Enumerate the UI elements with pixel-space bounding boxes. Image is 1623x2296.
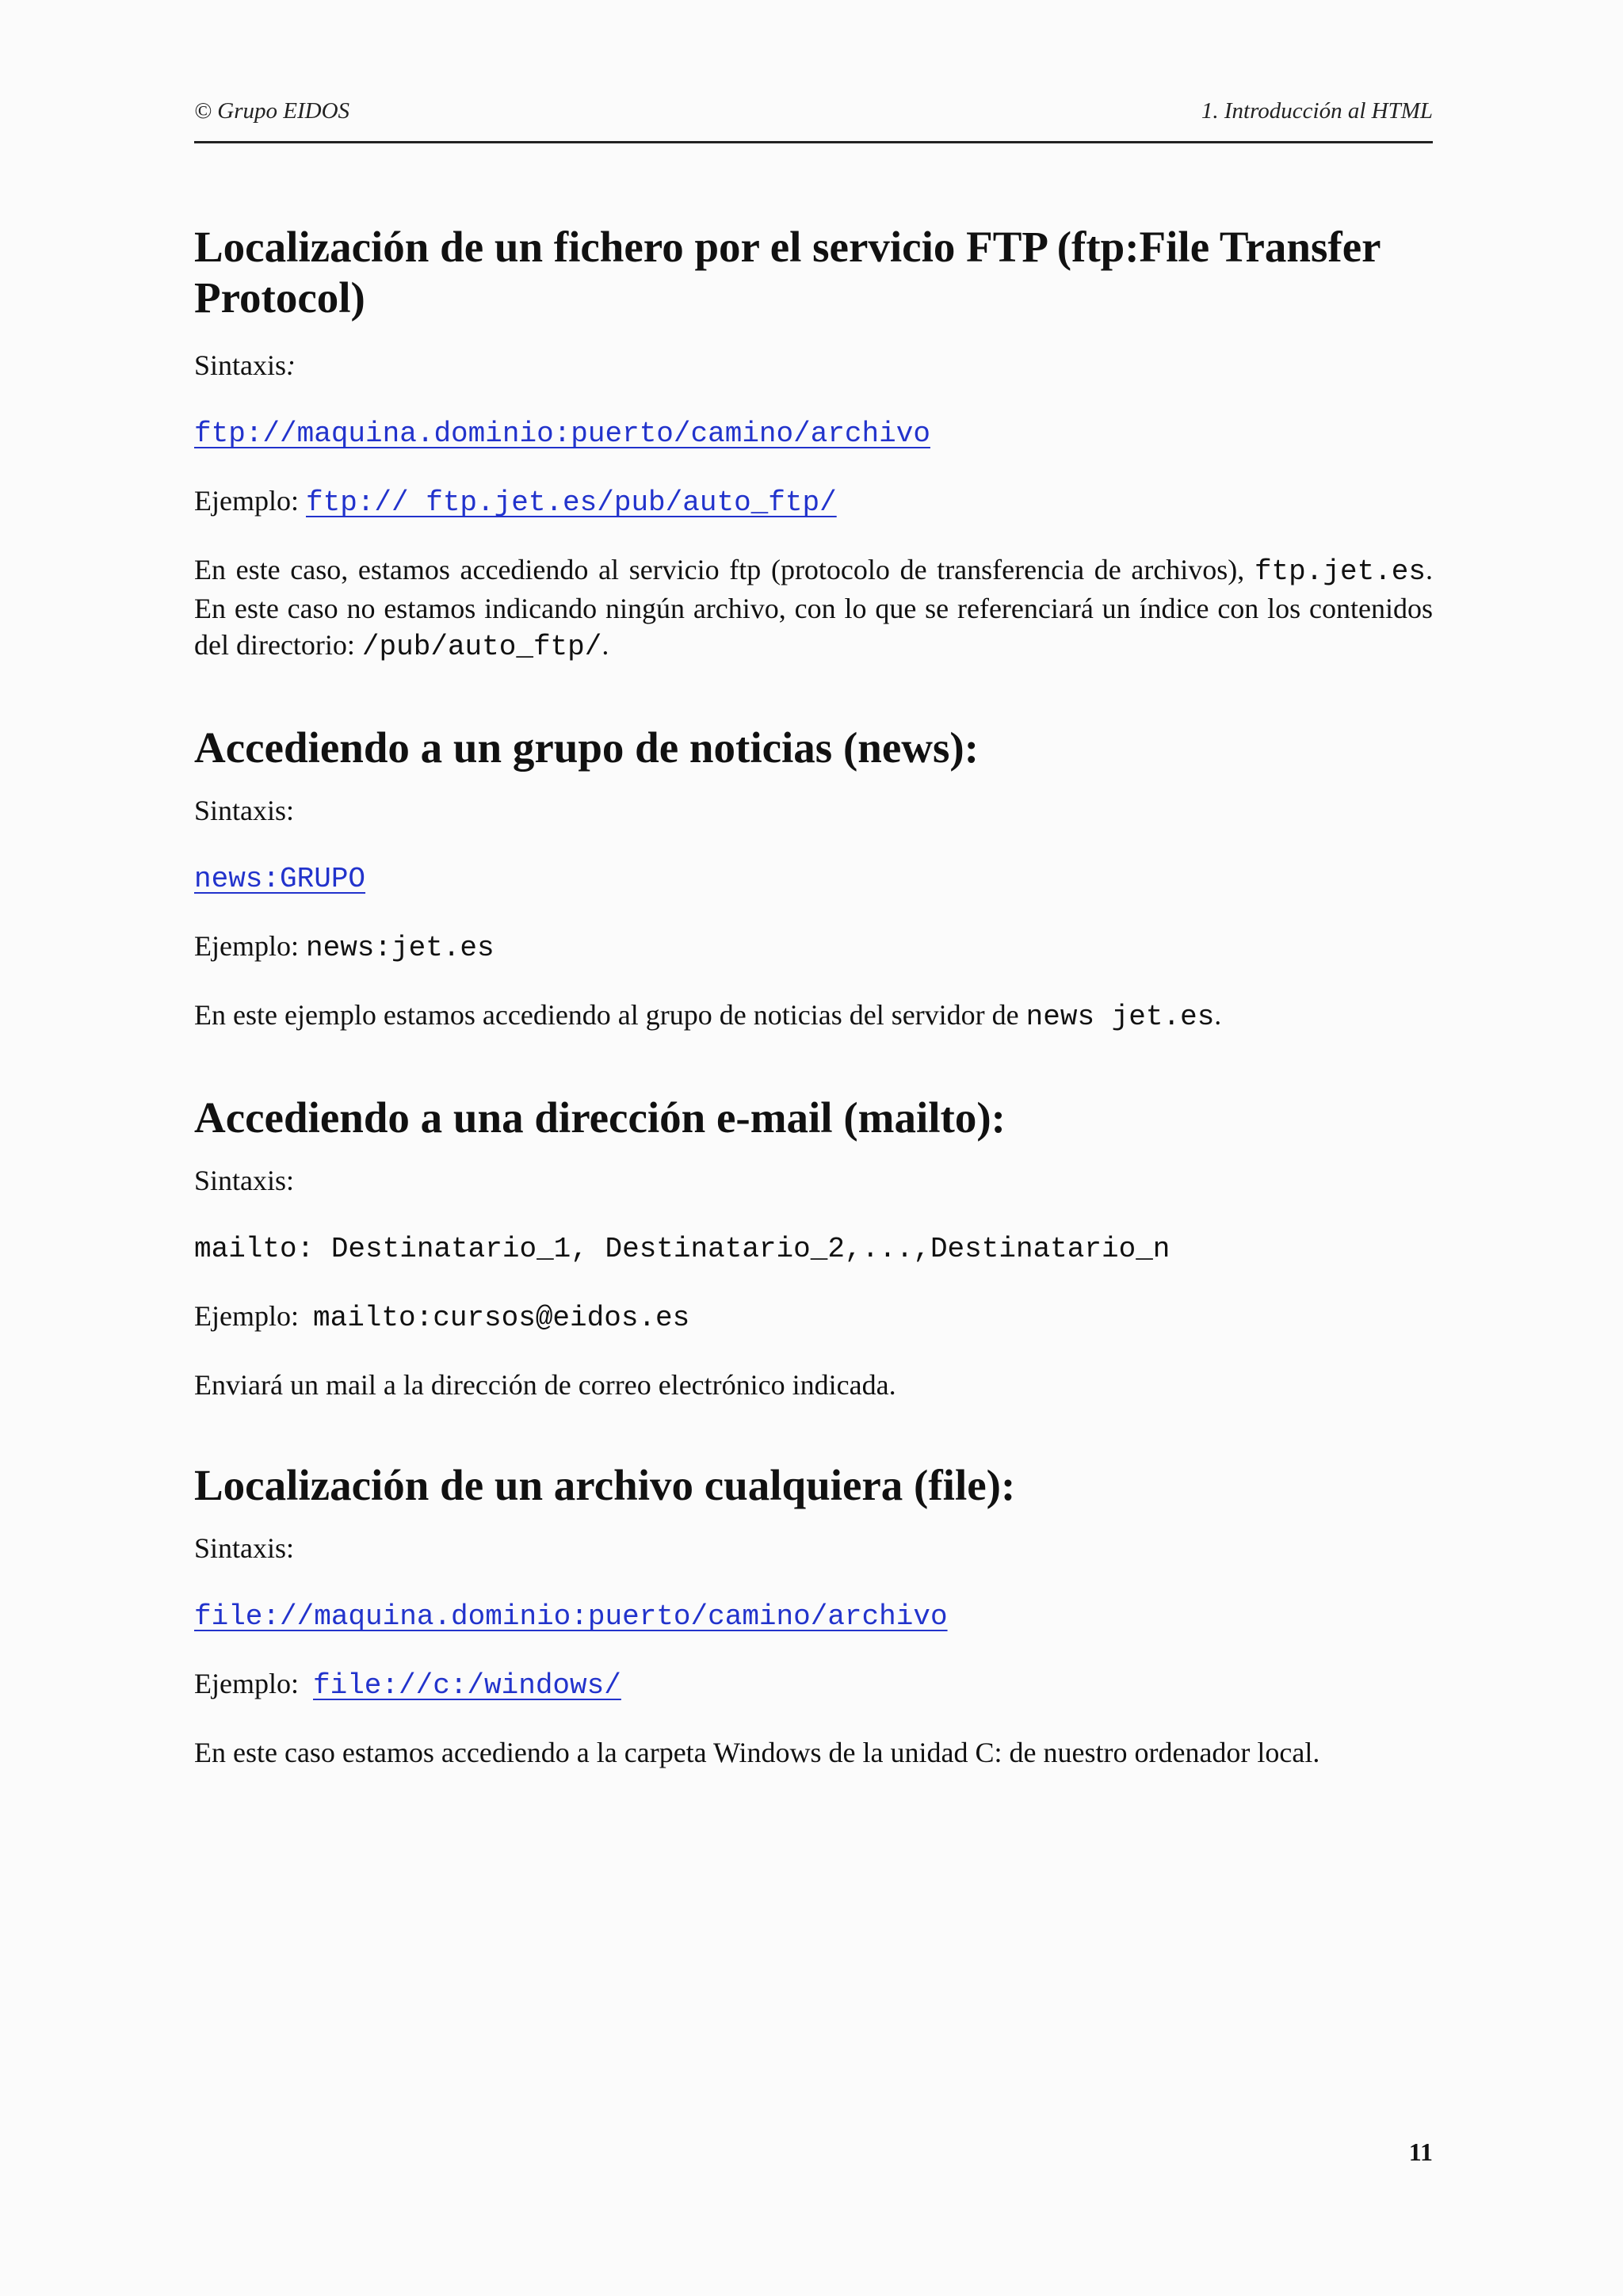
section-title-file: Localización de un archivo cualquiera (file): bbox=[194, 1461, 1016, 1509]
news-syntax-line bbox=[194, 859, 1433, 898]
file-syntax-line bbox=[194, 1596, 1433, 1635]
ftp-desc-code-path: /pub/auto_ftp/ bbox=[361, 631, 602, 663]
ftp-example-line bbox=[194, 482, 1433, 521]
news-desc-part-1: En este ejemplo estamos accediendo al grupo de noticias del servidor de bbox=[194, 999, 1026, 1031]
header-publisher: © Grupo EIDOS bbox=[194, 98, 350, 124]
ftp-desc-code-host: ftp.jet.es bbox=[1254, 555, 1426, 588]
header-chapter: 1. Introducción al HTML bbox=[1201, 98, 1433, 124]
file-example-link[interactable]: file://c:/windows/ bbox=[312, 1669, 621, 1702]
ftp-description bbox=[194, 551, 1433, 666]
news-example-label: Ejemplo: bbox=[194, 930, 306, 962]
file-example-label: Ejemplo: bbox=[194, 1668, 313, 1699]
ftp-syntax-label-text: Sintaxis bbox=[194, 349, 287, 381]
section-title-news: Accediendo a un grupo de noticias (news): bbox=[194, 723, 980, 772]
section-title-mailto: Accediendo a una dirección e-mail (mailto): bbox=[194, 1093, 1006, 1142]
mailto-example-label: Ejemplo: bbox=[194, 1300, 313, 1332]
ftp-example-label: Ejemplo: bbox=[194, 485, 306, 517]
ftp-syntax-line bbox=[194, 414, 1433, 452]
news-syntax-label: Sintaxis: bbox=[194, 795, 295, 826]
news-example-code: news:jet.es bbox=[305, 932, 495, 964]
news-desc-part-2: . bbox=[1214, 999, 1222, 1031]
news-syntax-link[interactable]: news:GRUPO bbox=[194, 863, 366, 895]
page-content bbox=[194, 222, 1433, 1771]
page-header bbox=[194, 93, 1433, 143]
page-number: 11 bbox=[1408, 2138, 1433, 2166]
file-example-line bbox=[194, 1665, 1433, 1704]
news-example-line bbox=[194, 928, 1433, 967]
mailto-syntax-label: Sintaxis: bbox=[194, 1165, 295, 1196]
ftp-syntax-label bbox=[194, 347, 1433, 383]
ftp-example-link[interactable]: ftp:// ftp.jet.es/pub/auto_ftp/ bbox=[305, 486, 837, 519]
mailto-example-line bbox=[194, 1298, 1433, 1337]
mailto-example-code: mailto:cursos@eidos.es bbox=[312, 1302, 690, 1334]
news-desc-code: news jet.es bbox=[1025, 1001, 1215, 1033]
ftp-desc-part-2: . En este caso no estamos indicando ningún archivo, con lo que se referenciará un índice con los contenidos del directorio: bbox=[194, 554, 1433, 661]
mailto-syntax-code: mailto: Destinatario_1, Destinatario_2,...,Destinatario_n bbox=[194, 1233, 1170, 1265]
section-title-ftp: Localización de un fichero por el servicio FTP (ftp:File Transfer Protocol) bbox=[194, 223, 1381, 322]
file-syntax-link[interactable]: file://maquina.dominio:puerto/camino/archivo bbox=[194, 1600, 948, 1633]
mailto-syntax-line bbox=[194, 1229, 1433, 1268]
ftp-desc-part-3: . bbox=[601, 629, 609, 661]
mailto-description: Enviará un mail a la dirección de correo electrónico indicada. bbox=[194, 1369, 896, 1401]
ftp-desc-part-1: En este caso, estamos accediendo al servicio ftp (protocolo de transferencia de archivos), bbox=[194, 554, 1254, 585]
file-description: En este caso estamos accediendo a la carpeta Windows de la unidad C: de nuestro ordenador local. bbox=[194, 1737, 1320, 1768]
ftp-syntax-link[interactable]: ftp://maquina.dominio:puerto/camino/archivo bbox=[194, 418, 930, 450]
file-syntax-label: Sintaxis: bbox=[194, 1532, 295, 1564]
ftp-syntax-colon: : bbox=[286, 349, 296, 381]
news-description bbox=[194, 997, 1433, 1035]
